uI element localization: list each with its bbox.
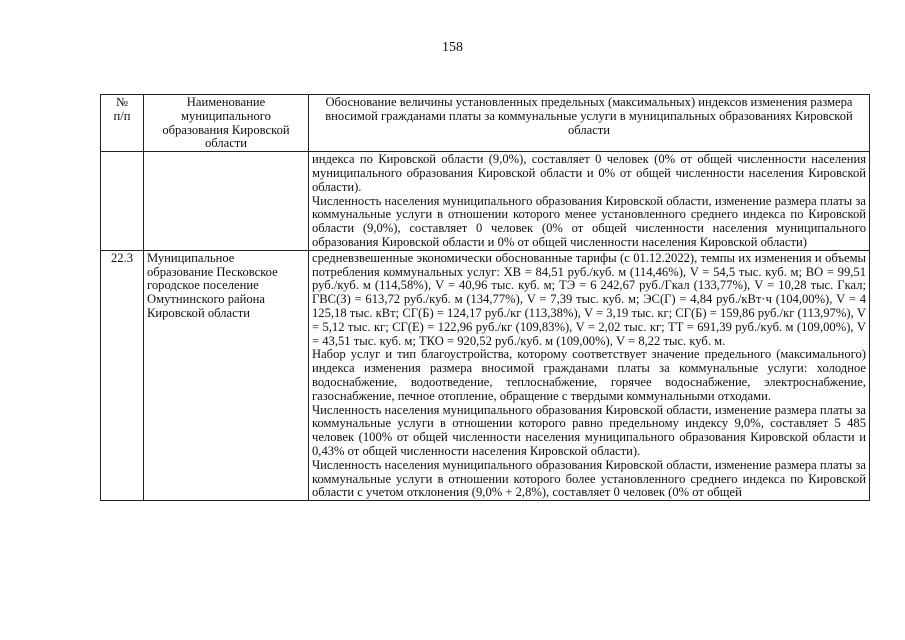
row-22-3-basis xyxy=(309,250,870,500)
row-22-3-name-line-4: Омутнинского района xyxy=(147,292,265,307)
header-num-line-2: п/п xyxy=(113,108,131,123)
table-header-row xyxy=(101,95,870,152)
row-22-3-name-line-3: городское поселение xyxy=(147,278,259,293)
header-basis-text: Обоснование величины установленных предельных (максимальных) индексов изменения размера вносимой гражданами платы за коммунальные услуги в муниципальных образованиях Кировской области xyxy=(325,95,853,137)
row-22-3-paragraph-population-above: Численность населения муниципального образования Кировской области, изменение размера платы за коммунальные услуги в отношении которого более установленного среднего индекса по Кировской области с учетом отклонения (9,0% + 2,8%), составляет 0 человек (0% от общей xyxy=(312,457,866,500)
header-name-line-1: Наименование xyxy=(186,95,266,109)
row-22-3-paragraph-population-equal: Численность населения муниципального образования Кировской области, изменение размера платы за коммунальные услуги в отношении которого равно предельному индексу 9,0%, составляет 5 485 человек (100% от общей численности населения муниципального образования Кировской области и 0,43% от общей численности населения Кировской области). xyxy=(312,402,866,458)
header-name-line-4: области xyxy=(204,136,248,151)
table-row-22-3 xyxy=(101,250,870,500)
continuation-basis-cell xyxy=(309,152,870,251)
continuation-paragraph-1: индекса по Кировской области (9,0%), составляет 0 человек (0% от общей численности населения муниципального образования Кировской области и 0% от общей численности населения Кировской области). xyxy=(312,152,866,194)
row-22-3-name xyxy=(144,250,309,500)
continuation-name-cell xyxy=(144,152,309,251)
row-22-3-name-line-1: Муниципальное xyxy=(147,250,235,265)
header-num xyxy=(101,95,144,152)
header-num-line-1: № xyxy=(115,95,129,109)
row-22-3-num: 22.3 xyxy=(101,250,144,500)
page-number: 158 xyxy=(442,40,463,55)
continuation-paragraph-2: Численность населения муниципального образования Кировской области, изменение размера платы за коммунальные услуги в отношении которого менее установленного среднего индекса по Кировской области (9,0%), составляет 0 человек (0% от общей численности населения муниципального образования Кировской области и 0% от общей численности населения Кировской области) xyxy=(312,193,866,249)
tariff-index-table xyxy=(100,94,870,501)
header-basis xyxy=(309,95,870,152)
header-name-line-2: муниципального xyxy=(181,108,271,123)
continuation-num-cell xyxy=(101,152,144,251)
row-22-3-paragraph-tariffs: средневзвешенные экономически обоснованные тарифы (с 01.12.2022), темпы их изменения и объемы потребления коммунальных услуг: ХВ = 84,51 руб./куб. м (114,46%), V = 54,5 тыс. куб. м; ВО = 99,51 руб./куб. м (114,58%), V = 40,96 тыс. куб. м; ТЭ = 6 242,67 руб./Гкал (133,77%), V = 10,28 тыс. Гкал; ГВС(З) = 613,72 руб./куб. м (134,77%), V = 7,39 тыс. куб. м; ЭС(Г) = 4,84 руб./кВт·ч (104,00%), V = 4 125,18 тыс. кВт; СГ(Б) = 124,17 руб./кг (113,38%), V = 3,19 тыс. кг; СГ(Б) = 159,86 руб./кг (113,97%), V = 5,12 тыс. кг; СГ(Е) = 122,96 руб./кг (109,83%), V = 2,02 тыс. кг; ТТ = 691,39 руб./куб. м (109,00%), V = 43,51 тыс. куб. м; ТКО = 920,52 руб./куб. м (109,00%), V = 8,22 тыс. куб. м. xyxy=(312,250,866,348)
row-22-3-name-line-2: образование Песковское xyxy=(147,264,278,279)
row-22-3-paragraph-services: Набор услуг и тип благоустройства, которому соответствует значение предельного (максимального) индекса изменения размера вносимой гражданами платы за коммунальные услуги: холодное водоснабжение, водоотведение, теплоснабжение, горячее водоснабжение, электроснабжение, газоснабжение, печное отопление, обращение с твердыми коммунальными отходами. xyxy=(312,347,866,403)
header-name xyxy=(144,95,309,152)
header-name-line-3: образования Кировской xyxy=(162,122,290,137)
row-22-3-name-line-5: Кировской области xyxy=(147,305,250,320)
table-row-continuation xyxy=(101,152,870,251)
